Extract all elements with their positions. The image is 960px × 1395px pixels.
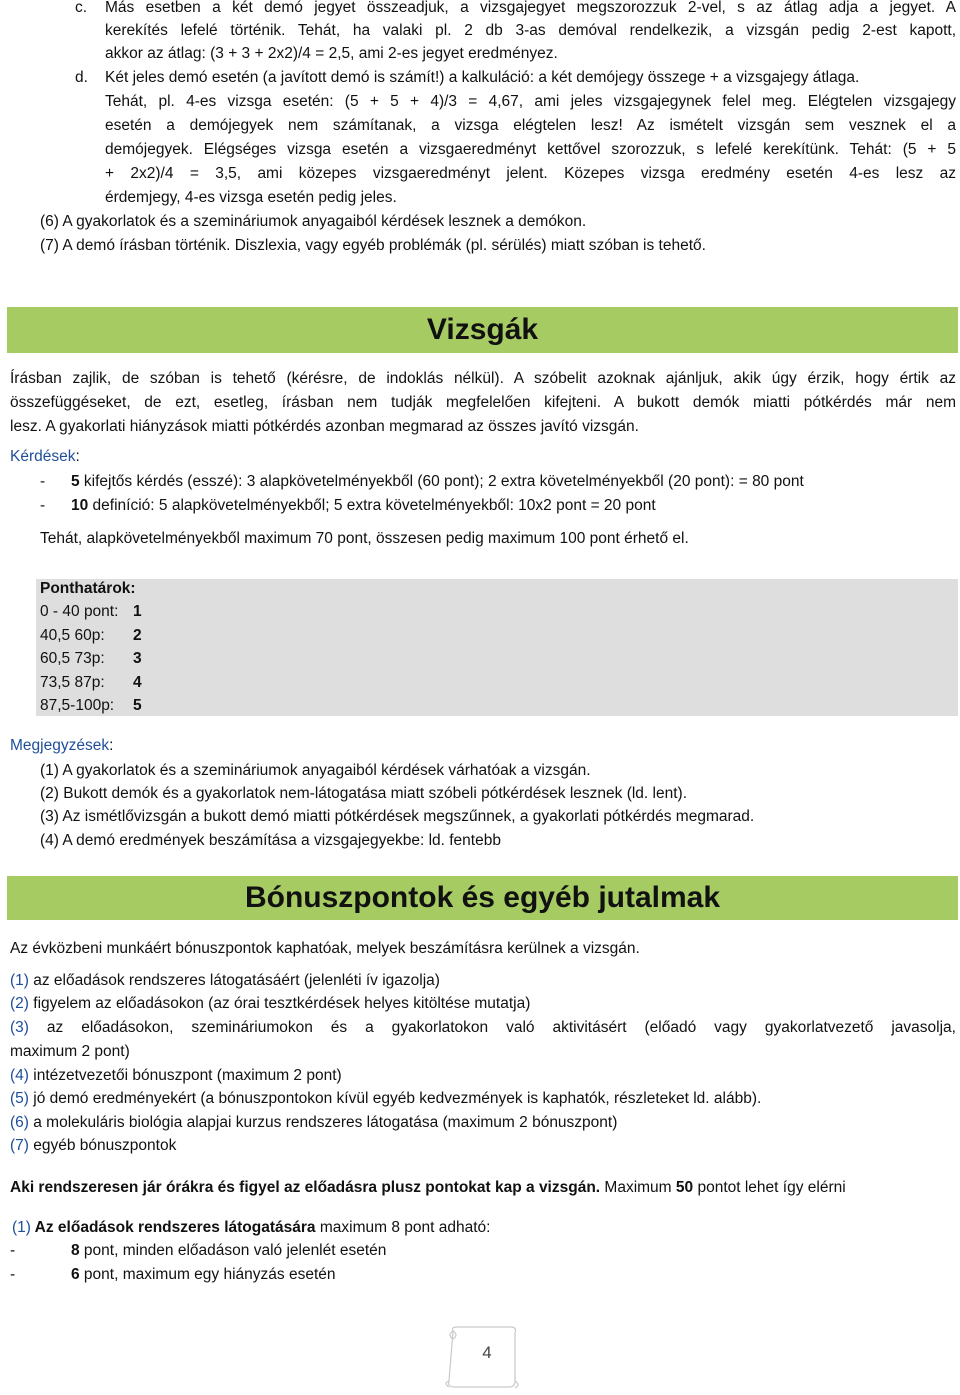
grade-value: 2 (133, 627, 142, 644)
section-banner-vizsgak (7, 307, 958, 353)
paragraph-c-line: kerekítés lefelé történik. Tehát, ha valaki pl. 2 db 3-as demóval rendelkezik, a vizsgán pedig 2-est kapott, (105, 22, 956, 39)
points-summary: Tehát, alapkövetelményekből maximum 70 pont, összesen pedig maximum 100 pont érhető el. (40, 530, 689, 547)
attendance-item: 8 pont, minden előadáson való jelenlét esetén (71, 1242, 387, 1259)
paragraph-c-line: Más esetben a két demó jegyet összeadjuk, a vizsgajegyet megszorozzuk 2-vel, s az átlag adja a jegyet. A (105, 0, 956, 16)
bonus-item: (7) egyéb bónuszpontok (10, 1137, 177, 1154)
section-title: Bónuszpontok és egyéb jutalmak (244, 881, 721, 914)
megjegyzesek-heading: Megjegyzések: (10, 737, 114, 754)
bonus-item-continuation: maximum 2 pont) (10, 1043, 130, 1060)
attendance-item: 6 pont, maximum egy hiányzás esetén (71, 1266, 336, 1283)
list-marker-d: d. (75, 69, 88, 86)
grade-range: 73,5 87p: (40, 674, 105, 691)
intro-line: lesz. A gyakorlati hiányzások miatti pótkérdés azonban megmarad az összes javító vizsgán. (10, 418, 639, 435)
paragraph-d-line: demójegyek. Elégséges vizsga esetén a vizsgaeredményt kettővel szorozzuk, s lefelé kerekítünk. Tehát: (5 + 5 (105, 141, 956, 158)
grade-value: 4 (133, 674, 142, 691)
paragraph-d-line: Két jeles demó esetén (a javított demó is számít!) a kalkuláció: a két demójegy összege + a vizsgajegy átlaga. (105, 69, 860, 86)
grade-thresholds-box (36, 579, 958, 716)
intro-line: Írásban zajlik, de szóban is tehető (kérésre, de indoklás nélkül). A szóbelit azoknak ajánljuk, akik úgy érzik, hogy értik az (10, 370, 956, 387)
note-item: (2) Bukott demók és a gyakorlatok nem-látogatása miatt szóbeli pótkérdések lesznek (ld. lent). (40, 785, 688, 802)
grade-range: 40,5 60p: (40, 627, 105, 644)
section-title: Vizsgák (426, 313, 539, 346)
paragraph-d-line: Tehát, pl. 4-es vizsga esetén: (5 + 5 + 4)/3 = 4,67, ami jeles vizsgajegynek felel meg. Elégtelen vizsgajegy (105, 93, 956, 110)
question-item: - (40, 473, 46, 490)
attendance-heading: (1) Az előadások rendszeres látogatására maximum 8 pont adható: (12, 1219, 491, 1236)
grade-value: 3 (133, 650, 142, 667)
grade-range: 60,5 73p: (40, 650, 105, 667)
bonus-item: (3) az előadásokon, szemináriumokon és a gyakorlatokon való aktivitásért (előadó vagy gyakorlatvezető javasolja, (10, 1019, 956, 1036)
attendance-item-dash: - (10, 1266, 16, 1283)
bonus-item: (1) az előadások rendszeres látogatásáért (jelenléti ív igazolja) (10, 972, 440, 989)
grade-thresholds-title: Ponthatárok: (40, 580, 136, 597)
page-number: 4 (482, 1343, 492, 1362)
paragraph-d-line: esetén a demójegyek nem számítanak, a vizsga elégtelen lesz! Az ismételt vizsgán sem vesznek el a (105, 117, 956, 134)
top-item-6: (6) A gyakorlatok és a szemináriumok anyagaiból kérdések lesznek a demókon. (40, 213, 587, 230)
bonus-item: (4) intézetvezetői bónuszpont (maximum 2 pont) (10, 1067, 342, 1084)
grade-value: 1 (133, 603, 142, 620)
note-item: (3) Az ismétlővizsgán a bukott demó miatti pótkérdések megszűnnek, a gyakorlati pótkérdés megmarad. (40, 808, 755, 825)
question-item: - (40, 497, 46, 514)
bonus-item: (5) jó demó eredményekért (a bónuszpontokon kívül egyéb kedvezmények is kaphatók, részleteket ld. alább). (10, 1090, 762, 1107)
list-marker-c: c. (75, 0, 88, 16)
paragraph-d-line: + 2x2)/4 = 3,5, ami közepes vizsgaeredményt jelent. Közepes vizsga eredmény esetén 4-es lesz az (105, 165, 956, 182)
paragraph-c-line: akkor az átlag: (3 + 3 + 2x2)/4 = 2,5, ami 2-es jegyet eredményez. (105, 45, 558, 62)
attendance-item-dash: - (10, 1242, 16, 1259)
bonus-intro: Az évközbeni munkáért bónuszpontok kaphatóak, melyek beszámításra kerülnek a vizsgán. (10, 940, 640, 957)
note-item: (4) A demó eredmények beszámítása a vizsgajegyekbe: ld. fentebb (40, 832, 501, 849)
grade-range: 87,5-100p: (40, 697, 115, 714)
grade-value: 5 (133, 697, 142, 714)
bonus-item: (6) a molekuláris biológia alapjai kurzus rendszeres látogatása (maximum 2 bónuszpont) (10, 1114, 618, 1131)
question-item-text: 10 definíció: 5 alapkövetelményekből; 5 extra követelményekből: 10x2 pont = 20 pont (71, 497, 656, 514)
bonus-item: (2) figyelem az előadásokon (az órai tesztkérdések helyes kitöltése mutatja) (10, 995, 531, 1012)
top-item-7: (7) A demó írásban történik. Diszlexia, vagy egyéb problémák (pl. sérülés) miatt szóban is tehető. (40, 237, 706, 254)
paragraph-d-line: érdemjegy, 4-es vizsga esetén pedig jeles. (105, 189, 397, 206)
note-item: (1) A gyakorlatok és a szemináriumok anyagaiból kérdések várhatóak a vizsgán. (40, 762, 591, 779)
bonus-max-sentence: Aki rendszeresen jár órákra és figyel az előadásra plusz pontokat kap a vizsgán. Maximum 50 pontot lehet így elérni (10, 1179, 846, 1196)
intro-line: összefüggéseket, de ezt, esetleg, írásban nem tudják megfelelően kifejteni. A bukott demók miatti pótkérdés már nem (10, 394, 956, 411)
grade-range: 0 - 40 pont: (40, 603, 119, 620)
kerdesek-heading: Kérdések: (10, 448, 80, 465)
section-banner-bonus (7, 876, 958, 920)
question-item-text: 5 kifejtős kérdés (esszé): 3 alapkövetelményekből (60 pont); 2 extra követelményekből (20 pont): = 80 pont (71, 473, 804, 490)
